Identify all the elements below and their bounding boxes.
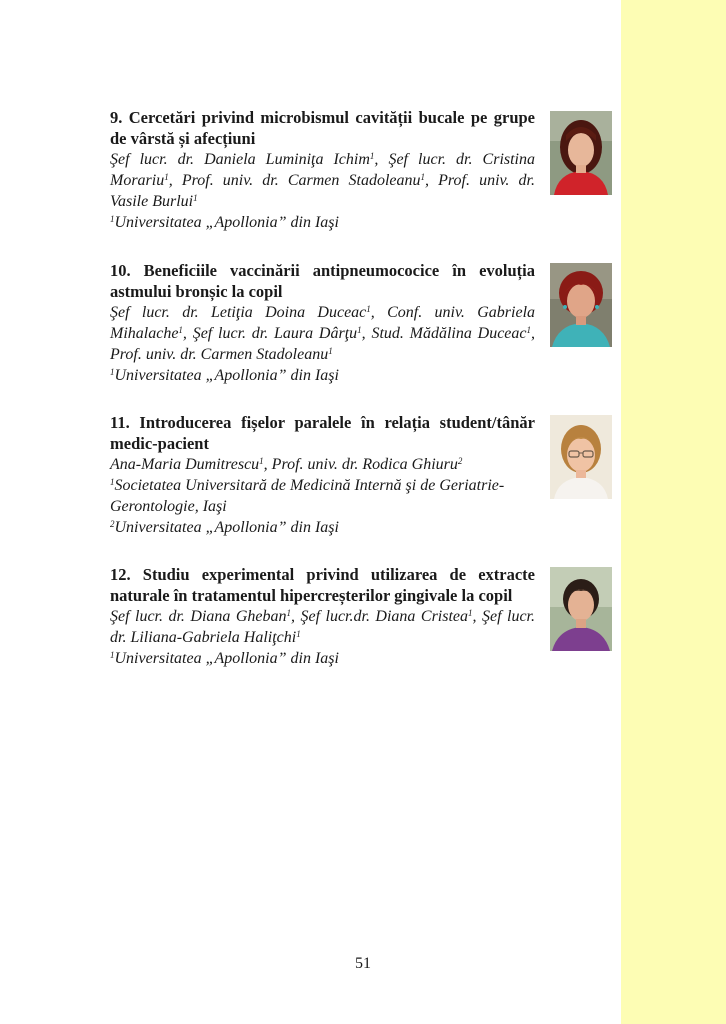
author: Prof. univ. dr. Carmen Stadoleanu$^1$ [110, 346, 333, 363]
author: Stud. Mădălina Duceac$^1$, [371, 325, 536, 342]
portrait-woman-dark-hair-icon [550, 567, 612, 651]
entry-affiliation: $^1$Societatea Universitară de Medicină Internă şi de Geriatrie-Gerontologie, Iaşi [110, 477, 505, 515]
author: Şef lucr.dr. Diana Cristea$^1$, [300, 608, 482, 625]
author: Şef lucr. dr. Letiţia Doina Duceac$^1$, [110, 304, 388, 321]
portrait-woman-dark-red-hair-icon [550, 111, 612, 195]
entry-title: 10. Beneficiile vaccinării antipneumococice în evoluția astmului bronșic la copil [110, 261, 535, 301]
abstract-entry-11 [110, 412, 535, 538]
abstract-entry-10 [110, 260, 535, 386]
author: Prof. univ. dr. Rodica Ghiuru$^2$ [271, 456, 463, 473]
entry-affiliation: $^2$Universitatea „Apollonia” din Iaşi [110, 519, 339, 536]
author-photo [550, 567, 612, 651]
author: Prof. univ. dr. Vasile Burlui$^1$ [110, 172, 535, 210]
author: Şef lucr. dr. Daniela Luminiţa Ichim$^1$, [110, 151, 389, 168]
entry-authors [110, 149, 535, 212]
entry-authors [110, 454, 535, 475]
author: Şef lucr. dr. Diana Gheban$^1$, [110, 608, 301, 625]
author: Şef lucr. dr. Liliana-Gabriela Haliţchi$^1$ [110, 608, 536, 646]
entry-title: 12. Studiu experimental privind utilizarea de extracte naturale în tratamentul hipercreșterilor gingivale la copil [110, 565, 535, 605]
author: Ana-Maria Dumitrescu$^1$, [110, 456, 272, 473]
page-number: 51 [355, 955, 371, 972]
entry-authors [110, 606, 535, 648]
entry-affiliation: $^1$Universitatea „Apollonia” din Iaşi [110, 214, 339, 231]
author: Prof. univ. dr. Carmen Stadoleanu$^1$, [181, 172, 439, 189]
entry-authors [110, 302, 535, 365]
abstract-entry-9 [110, 107, 535, 233]
author: Şef lucr. dr. Cristina Morariu$^1$, [110, 151, 536, 189]
author: Şef lucr. dr. Laura Dârţu$^1$, [192, 325, 372, 342]
portrait-woman-red-hair-icon [550, 263, 612, 347]
abstract-entry-12 [110, 564, 535, 669]
entry-affiliation: $^1$Universitatea „Apollonia” din Iaşi [110, 650, 339, 667]
entry-title: 9. Cercetări privind microbismul cavității bucale pe grupe de vârstă și afecțiuni [110, 108, 535, 148]
author-photo [550, 111, 612, 195]
entry-title: 11. Introducerea fișelor paralele în relația student/tânăr medic-pacient [110, 413, 535, 453]
author-photo [550, 263, 612, 347]
author-photo [550, 415, 612, 499]
author: Conf. univ. Gabriela Mihalache$^1$, [110, 304, 536, 342]
portrait-woman-glasses-icon [550, 415, 612, 499]
entry-affiliation: $^1$Universitatea „Apollonia” din Iaşi [110, 367, 339, 384]
side-strip [621, 0, 726, 1024]
